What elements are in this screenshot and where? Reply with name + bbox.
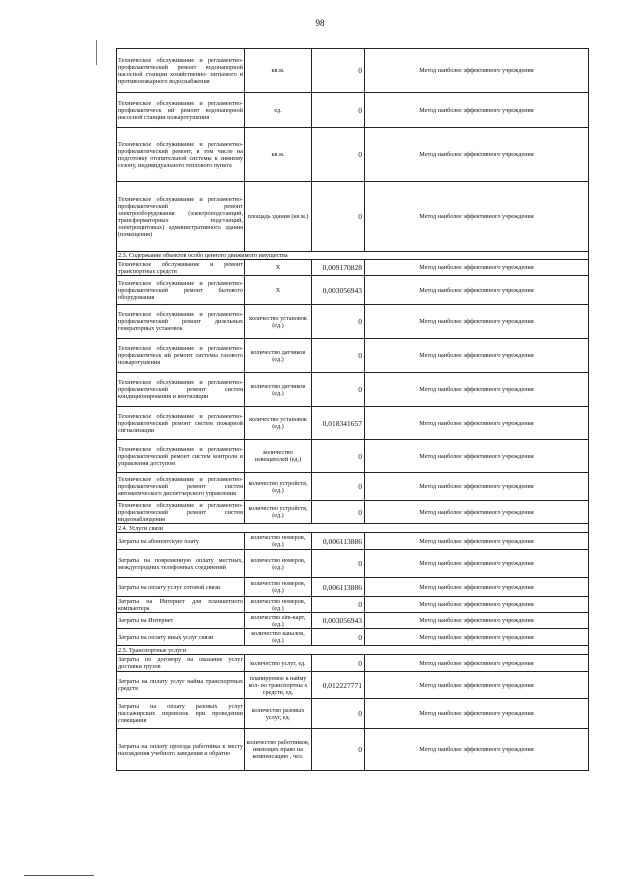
unit-cell: количество извещателей (ед.) bbox=[245, 440, 312, 473]
cost-item-name: Затраты на оплату услуг сотовой связи bbox=[117, 578, 245, 597]
table-row bbox=[117, 440, 589, 473]
value-cell: 0 bbox=[312, 440, 365, 473]
footnote-rule bbox=[24, 875, 94, 876]
unit-cell: площадь здания (кв.м.) bbox=[245, 182, 312, 252]
unit-cell: количество номеров, (ед.) bbox=[245, 597, 312, 613]
table-row bbox=[117, 339, 589, 373]
table-row bbox=[117, 672, 589, 699]
unit-cell: количество sim-карт, (ед.) bbox=[245, 613, 312, 629]
cost-item-name: Техническое обслуживание и ремонт транспортных средств bbox=[118, 260, 243, 275]
table-body bbox=[117, 49, 589, 771]
method-cell: Метод наиболее эффективного учреждения bbox=[365, 440, 589, 473]
value-cell: 0 bbox=[312, 655, 365, 672]
cost-item-name: Затраты на оплату иных услуг связи bbox=[117, 629, 245, 646]
unit-cell: количество датчиков (ед.) bbox=[245, 373, 312, 407]
method-cell: Метод наиболее эффективного учреждения bbox=[365, 613, 589, 629]
method-cell: Метод наиболее эффективного учреждения bbox=[365, 407, 589, 440]
cost-item-name: Техническое обслуживание и регламентно- профилактическ ий ремонт системы газового пожаротушения bbox=[117, 339, 245, 373]
cost-item-name: Техническое обслуживание и регламентно- профилактический ремонт дизельных генераторных установок bbox=[117, 305, 245, 339]
method-cell: Метод наиболее эффективного учреждения bbox=[365, 276, 589, 305]
method-cell: Метод наиболее эффективного учреждения bbox=[365, 672, 589, 699]
table-row bbox=[117, 260, 589, 276]
method-cell: Метод наиболее эффективного учреждения bbox=[365, 597, 589, 613]
table-row bbox=[117, 407, 589, 440]
unit-cell: кв.м. bbox=[245, 128, 312, 182]
table-row bbox=[117, 613, 589, 629]
method-cell: Метод наиболее эффективного учреждения bbox=[365, 699, 589, 729]
table-row bbox=[117, 49, 589, 93]
method-cell: Метод наиболее эффективного учреждения bbox=[365, 128, 589, 182]
table-row bbox=[117, 276, 589, 305]
unit-cell: количество установок (ед.) bbox=[245, 305, 312, 339]
method-cell: Метод наиболее эффективного учреждения bbox=[365, 629, 589, 646]
value-cell: 0 bbox=[312, 473, 365, 501]
value-cell: 0,009170828 bbox=[312, 260, 365, 276]
value-cell: 0,003056943 bbox=[312, 276, 365, 305]
method-cell: Метод наиболее эффективного учреждения bbox=[365, 339, 589, 373]
unit-cell: количество устройств, (ед.) bbox=[245, 501, 312, 524]
unit-cell: количество устройств, (ед.) bbox=[245, 473, 312, 501]
method-cell: Метод наиболее эффективного учреждения bbox=[365, 655, 589, 672]
value-cell: 0 bbox=[312, 550, 365, 578]
cost-item-name: Затраты на оплату услуг найма транспортных средств bbox=[117, 672, 245, 699]
table-row bbox=[117, 729, 589, 771]
cost-item-name: Техническое обслуживание и регламентно- профилактический ремонт систем автоматического диспетчерского управления bbox=[117, 473, 245, 501]
section-row bbox=[117, 252, 589, 260]
unit-cell: количество услуг, ед. bbox=[245, 655, 312, 672]
cost-item-name: Техническое обслуживание и регламентно- профилактический ремонт, в том числе на подготовку отопительной системы к зимнему сезону, индивидуального теплового пункта bbox=[117, 128, 245, 182]
unit-cell: количество номеров, (ед.) bbox=[245, 533, 312, 550]
method-cell: Метод наиболее эффективного учреждения bbox=[365, 49, 589, 93]
cost-item-name: Техническое обслуживание и регламентно- профилактический ремонт бытового оборудования bbox=[117, 276, 245, 305]
value-cell: 0,006113886 bbox=[312, 533, 365, 550]
section-row bbox=[117, 524, 589, 533]
method-cell: Метод наиболее эффективного учреждения bbox=[365, 473, 589, 501]
unit-cell: ед. bbox=[245, 93, 312, 128]
table-row bbox=[117, 597, 589, 613]
unit-cell: количество разовых услуг, ед. bbox=[245, 699, 312, 729]
unit-cell: количество номеров, (ед.) bbox=[245, 578, 312, 597]
cost-item-name: Затраты на оплату разовых услуг пассажирских перевозок при проведении совещания bbox=[117, 699, 245, 729]
value-cell: 0,006113886 bbox=[312, 578, 365, 597]
value-cell: 0 bbox=[312, 128, 365, 182]
cost-norms-table bbox=[116, 48, 589, 771]
unit-cell: планируемое к найму кол- во транспортны х средств, ед. bbox=[245, 672, 312, 699]
table-row bbox=[117, 501, 589, 524]
cost-item-name: Техническое обслуживание и регламентно- профилактический ремонт водонапорной насосной станции хозяйственно- питьевого и противопожарного водоснабжения bbox=[117, 49, 245, 93]
method-cell: Метод наиболее эффективного учреждения bbox=[365, 93, 589, 128]
table-row bbox=[117, 699, 589, 729]
value-cell: 0 bbox=[312, 373, 365, 407]
table-row bbox=[117, 473, 589, 501]
value-cell: 0 bbox=[312, 629, 365, 646]
table-row bbox=[117, 629, 589, 646]
cost-item-name: Техническое обслуживание и регламентно- профилактическ ий ремонт водонапорной насосной станции пожаротушения bbox=[117, 93, 245, 128]
value-cell: 0 bbox=[312, 305, 365, 339]
table-row bbox=[117, 93, 589, 128]
value-cell: 0 bbox=[312, 339, 365, 373]
method-cell: Метод наиболее эффективного учреждения bbox=[365, 373, 589, 407]
section-heading: 2.5. Транспортные услуги bbox=[117, 646, 589, 655]
method-cell: Метод наиболее эффективного учреждения bbox=[365, 260, 589, 276]
page-number: 98 bbox=[315, 18, 325, 28]
method-cell: Метод наиболее эффективного учреждения bbox=[365, 305, 589, 339]
method-cell: Метод наиболее эффективного учреждения bbox=[365, 729, 589, 771]
table-row bbox=[117, 550, 589, 578]
unit-cell: количество установок (ед.) bbox=[245, 407, 312, 440]
value-cell: 0 bbox=[312, 597, 365, 613]
section-row bbox=[117, 646, 589, 655]
margin-rule bbox=[96, 40, 97, 65]
value-cell: 0 bbox=[312, 729, 365, 771]
method-cell: Метод наиболее эффективного учреждения bbox=[365, 578, 589, 597]
table-row bbox=[117, 655, 589, 672]
cost-item-name: Затраты на оплату проезда работника к месту нахождения учебного заведения и обратно bbox=[117, 729, 245, 771]
method-cell: Метод наиболее эффективного учреждения bbox=[365, 533, 589, 550]
section-heading: 2.3. Содержание объектов особо ценного движимого имущества bbox=[117, 252, 589, 260]
cost-item-name: Техническое обслуживание и регламентно- профилактический ремонт систем кондиционирования и вентиляции bbox=[117, 373, 245, 407]
unit-cell: Х bbox=[245, 260, 312, 276]
value-cell: 0 bbox=[312, 93, 365, 128]
unit-cell: количество каналов, (ед.) bbox=[245, 629, 312, 646]
table-row bbox=[117, 578, 589, 597]
cost-item-name: Техническое обслуживание и регламентно- профилактический ремонт систем видеонаблюдения bbox=[118, 501, 243, 523]
value-cell: 0,003056943 bbox=[312, 613, 365, 629]
table-row bbox=[117, 128, 589, 182]
cost-item-name: Затраты на Интернет для планшетного компьютера bbox=[118, 597, 243, 612]
cost-item-name: Техническое обслуживание и регламентно- профилактический ремонт систем контроля и управления доступом bbox=[117, 440, 245, 473]
value-cell: 0 bbox=[312, 699, 365, 729]
table-row bbox=[117, 533, 589, 550]
unit-cell: кв.м. bbox=[245, 49, 312, 93]
method-cell: Метод наиболее эффективного учреждения bbox=[365, 182, 589, 252]
unit-cell: Х bbox=[245, 276, 312, 305]
unit-cell: количество датчиков (ед.) bbox=[245, 339, 312, 373]
method-cell: Метод наиболее эффективного учреждения bbox=[365, 501, 589, 524]
table-row bbox=[117, 182, 589, 252]
table-row bbox=[117, 373, 589, 407]
cost-item-name: Затраты на абонентскую плату bbox=[117, 533, 245, 550]
value-cell: 0,012227771 bbox=[312, 672, 365, 699]
value-cell: 0 bbox=[312, 49, 365, 93]
cost-item-name: Техническое обслуживание и регламентно- профилактический ремонт электрооборудования (электроподстанций, трансформаторных подстанций, электрощитовых) административного здания (помещения) bbox=[117, 182, 245, 252]
value-cell: 0 bbox=[312, 501, 365, 524]
unit-cell: количество работников, имеющих право на компенсацию , чел. bbox=[245, 729, 312, 771]
value-cell: 0 bbox=[312, 182, 365, 252]
cost-item-name: Затраты на повременную оплату местных, междугородних телефонных соединений bbox=[117, 550, 245, 578]
unit-cell: количество номеров, (ед.) bbox=[245, 550, 312, 578]
value-cell: 0,018341657 bbox=[312, 407, 365, 440]
section-heading: 2.4. Услуги связи bbox=[117, 524, 589, 533]
table-row bbox=[117, 305, 589, 339]
method-cell: Метод наиболее эффективного учреждения bbox=[365, 550, 589, 578]
cost-item-name: Техническое обслуживание и регламентно- профилактический ремонт систем пожарной сигнализации bbox=[117, 407, 245, 440]
cost-item-name: Затраты на Интернет bbox=[117, 613, 245, 629]
cost-item-name: Затраты по договору на оказание услуг доставки грузов bbox=[118, 656, 243, 670]
